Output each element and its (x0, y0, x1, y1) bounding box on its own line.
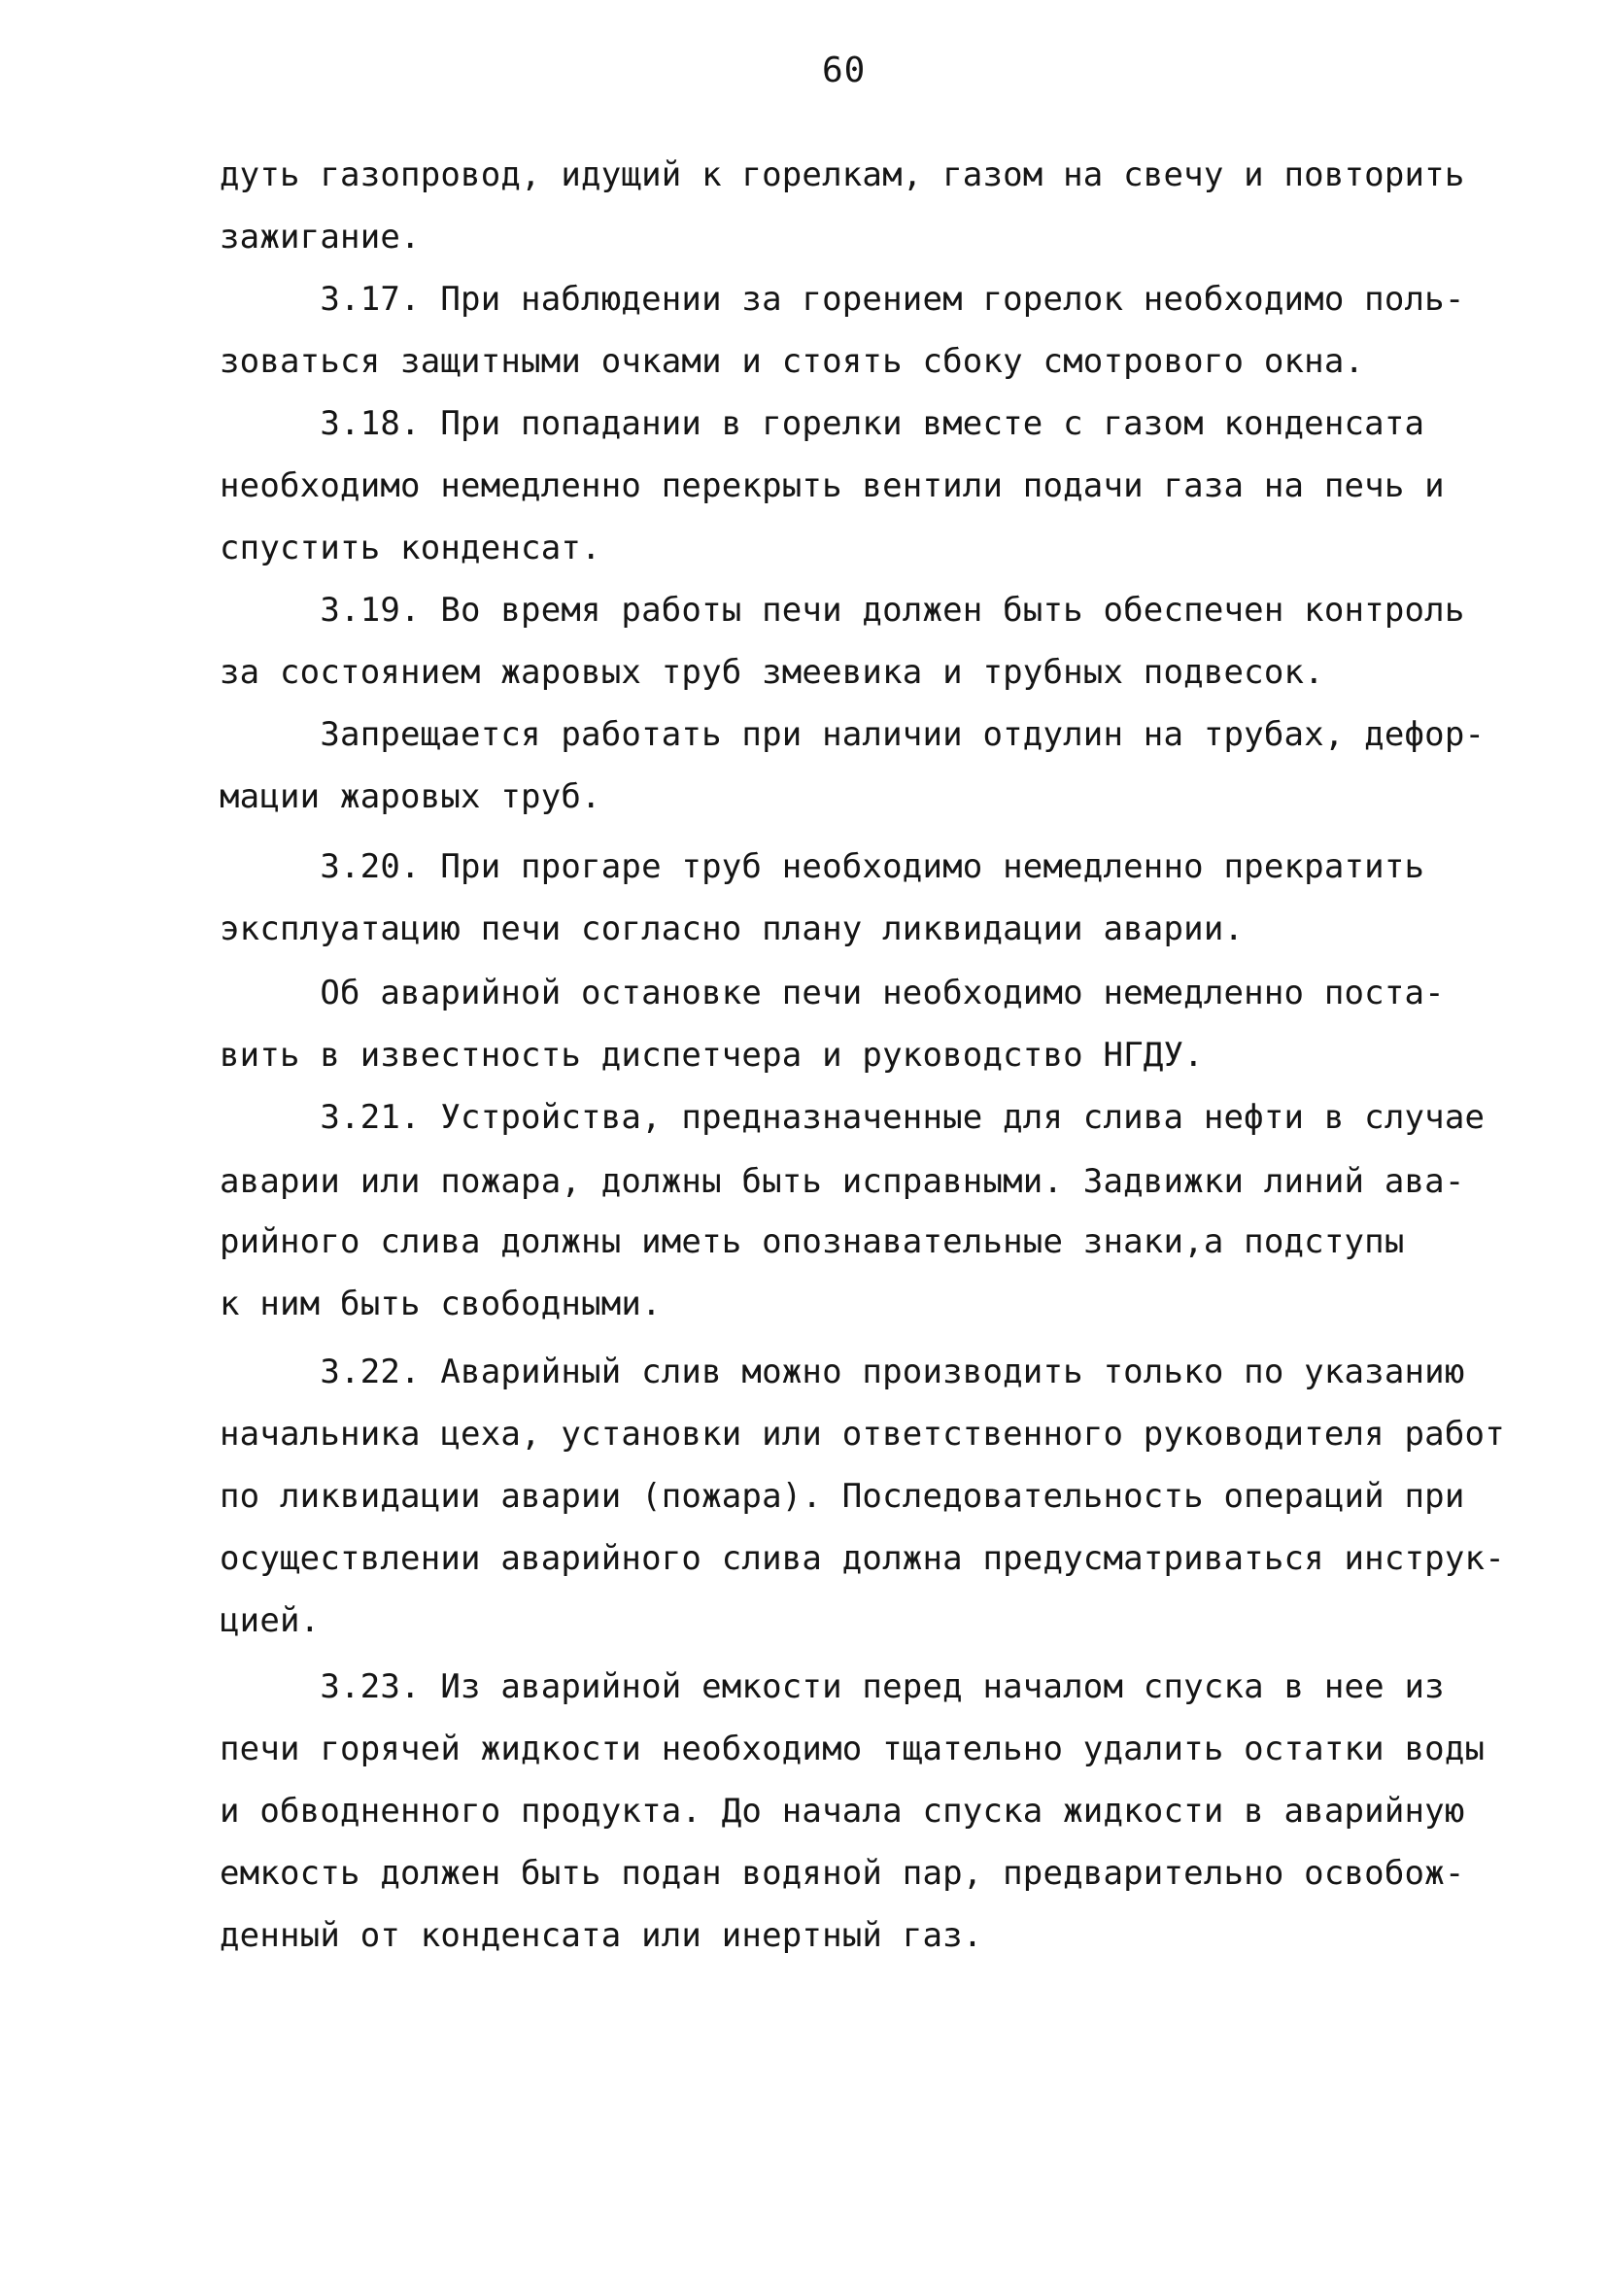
text-line: по ликвидации аварии (пожара). Последовательность операций при (220, 1477, 1465, 1516)
text-line: 3.17. При наблюдении за горением горелок необходимо поль- (220, 280, 1465, 319)
text-line: 3.22. Аварийный слив можно производить только по указанию (220, 1353, 1465, 1391)
text-line: аварии или пожара, должны быть исправными. Задвижки линий ава- (220, 1162, 1465, 1201)
text-line: 3.21. Устройства, предназначенные для слива нефти в случае (220, 1098, 1486, 1137)
text-line: осуществлении аварийного слива должна предусматриваться инструк- (220, 1539, 1505, 1578)
text-line: зажигание. (220, 218, 421, 257)
text-line: эксплуатацию печи согласно плану ликвидации аварии. (220, 909, 1245, 948)
text-line: денный от конденсата или инертный газ. (220, 1916, 983, 1955)
text-line: спустить конденсат. (220, 529, 601, 567)
text-line: 3.18. При попадании в горелки вместе с газом конденсата (220, 404, 1425, 443)
text-line: мации жаровых труб. (220, 777, 601, 816)
text-line: цией. (220, 1601, 321, 1640)
text-line: 3.20. При прогаре труб необходимо немедленно прекратить (220, 847, 1425, 886)
text-line: вить в известность диспетчера и руководство НГДУ. (220, 1036, 1204, 1075)
text-line: к ним быть свободными. (220, 1285, 662, 1323)
text-line: дуть газопровод, идущий к горелкам, газом на свечу и повторить (220, 155, 1465, 194)
text-line: зоваться защитными очками и стоять сбоку смотрового окна. (220, 342, 1365, 381)
text-line: печи горячей жидкости необходимо тщательно удалить остатки воды (220, 1730, 1486, 1768)
text-line: емкость должен быть подан водяной пар, предварительно освобож- (220, 1854, 1465, 1893)
text-line: Об аварийной остановке печи необходимо немедленно поста- (220, 974, 1445, 1012)
text-line: необходимо немедленно перекрыть вентили подачи газа на печь и (220, 466, 1445, 505)
page-number: 60 (822, 51, 867, 90)
text-line: Запрещается работать при наличии отдулин на трубах, дефор- (220, 715, 1486, 754)
text-line: 3.23. Из аварийной емкости перед началом спуска в нее из (220, 1667, 1445, 1706)
text-line: и обводненного продукта. До начала спуска жидкости в аварийную (220, 1792, 1465, 1831)
text-line: начальника цеха, установки или ответственного руководителя работ (220, 1415, 1505, 1454)
text-line: за состоянием жаровых труб змеевика и трубных подвесок. (220, 653, 1324, 692)
text-line: рийного слива должны иметь опознавательные знаки,а подступы (220, 1222, 1405, 1261)
text-line: 3.19. Во время работы печи должен быть обеспечен контроль (220, 591, 1465, 630)
